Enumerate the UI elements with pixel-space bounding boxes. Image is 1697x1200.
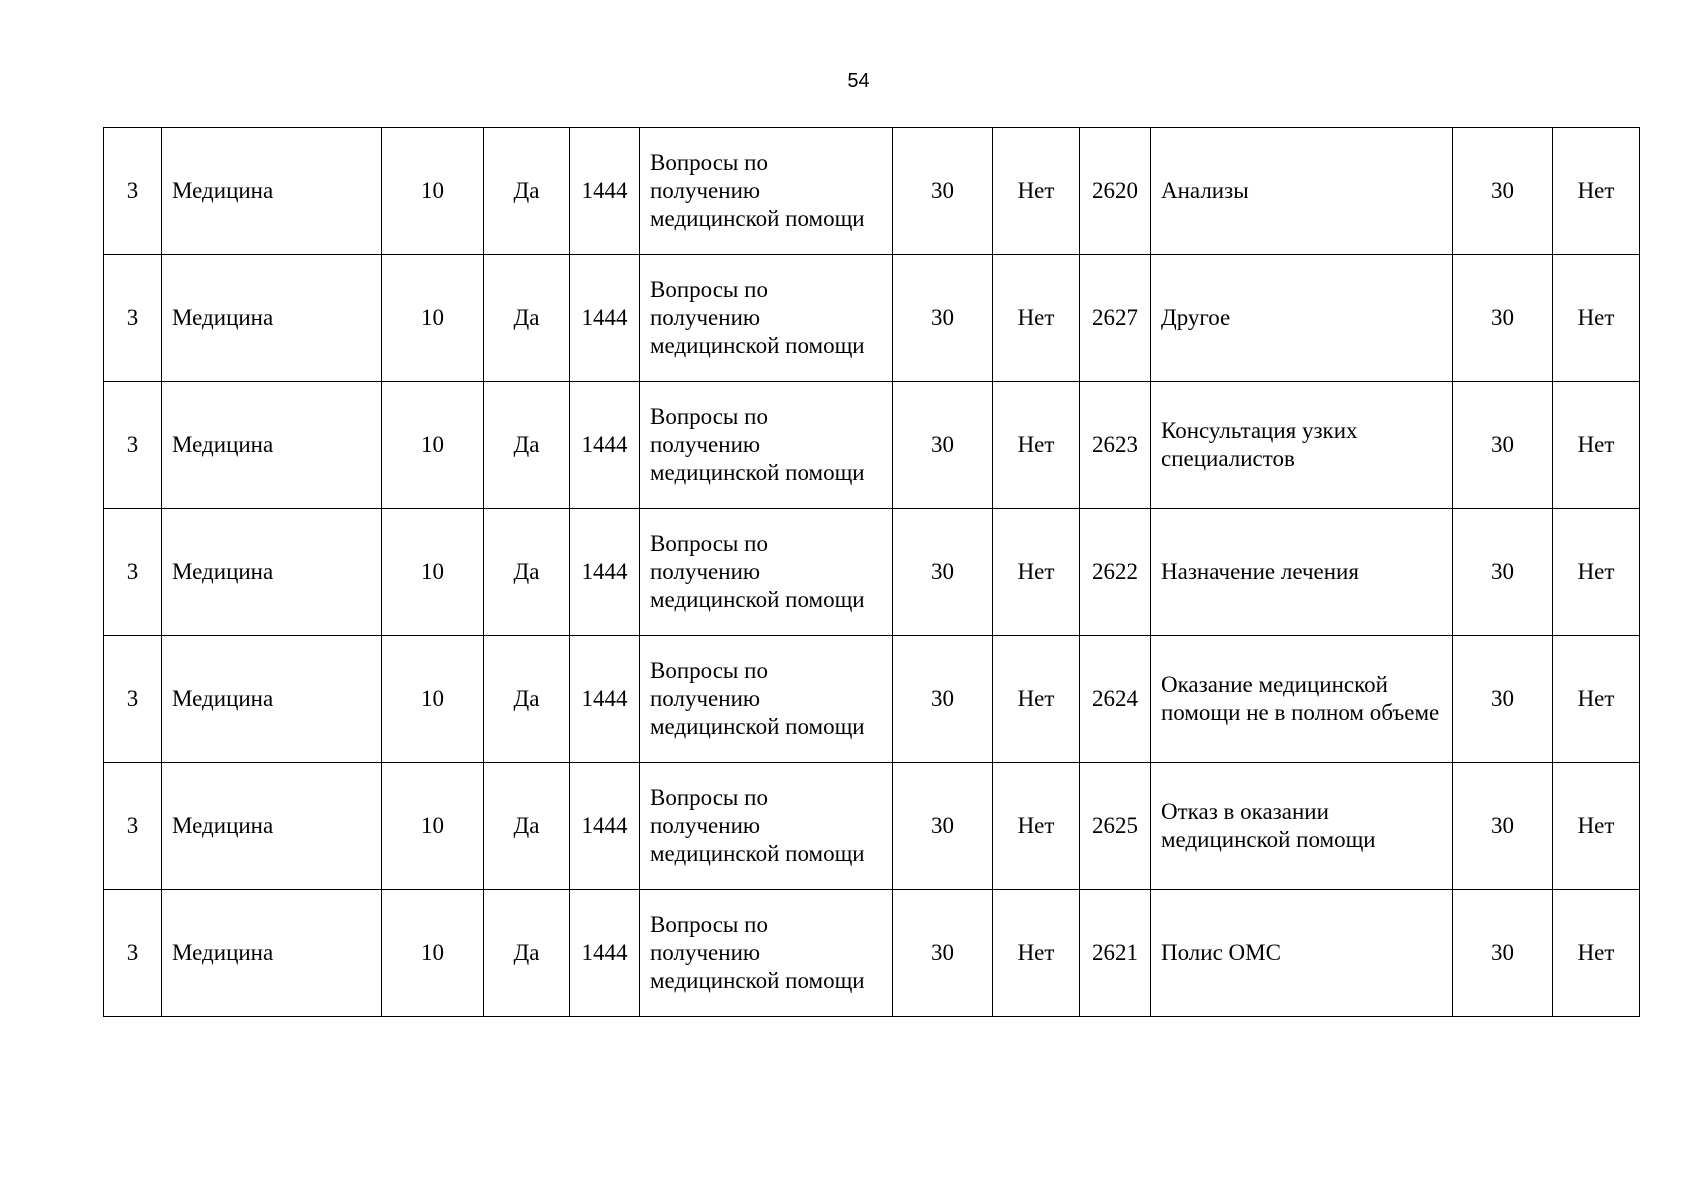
cell-topic-code: 1444 [570,763,640,890]
cell-category-days: 10 [382,382,484,509]
cell-topic-code: 1444 [570,255,640,382]
cell-topic-flag: Нет [993,382,1080,509]
cell-level: 3 [104,763,162,890]
table-row [104,890,1640,1017]
table-row [104,382,1640,509]
cell-category: Медицина [162,128,382,255]
cell-topic: Вопросы по получению медицинской помощи [640,382,893,509]
cell-category-days: 10 [382,128,484,255]
cell-topic-days: 30 [893,128,993,255]
cell-category: Медицина [162,890,382,1017]
cell-subtopic-days: 30 [1453,255,1553,382]
cell-topic-days: 30 [893,890,993,1017]
cell-category-flag: Да [484,763,570,890]
table-row [104,128,1640,255]
cell-category-days: 10 [382,763,484,890]
cell-subtopic: Назначение лечения [1151,509,1453,636]
table-row [104,763,1640,890]
cell-category: Медицина [162,636,382,763]
cell-subtopic-flag: Нет [1553,763,1640,890]
cell-subtopic: Анализы [1151,128,1453,255]
cell-level: 3 [104,636,162,763]
cell-category-flag: Да [484,890,570,1017]
services-table [103,127,1640,1017]
cell-subtopic-flag: Нет [1553,128,1640,255]
cell-category-flag: Да [484,636,570,763]
cell-subtopic-days: 30 [1453,509,1553,636]
cell-topic-flag: Нет [993,763,1080,890]
cell-topic-days: 30 [893,382,993,509]
table-row [104,255,1640,382]
cell-subtopic-days: 30 [1453,128,1553,255]
cell-category-days: 10 [382,509,484,636]
cell-category-days: 10 [382,636,484,763]
cell-subtopic-flag: Нет [1553,890,1640,1017]
cell-topic-days: 30 [893,636,993,763]
cell-topic-days: 30 [893,509,993,636]
cell-topic-flag: Нет [993,509,1080,636]
cell-category-flag: Да [484,128,570,255]
cell-subtopic-flag: Нет [1553,255,1640,382]
cell-subtopic-days: 30 [1453,763,1553,890]
cell-category: Медицина [162,509,382,636]
cell-subtopic-code: 2620 [1080,128,1151,255]
cell-subtopic-code: 2623 [1080,382,1151,509]
cell-topic-code: 1444 [570,890,640,1017]
cell-subtopic-days: 30 [1453,636,1553,763]
cell-topic: Вопросы по получению медицинской помощи [640,509,893,636]
table-row [104,509,1640,636]
cell-topic-code: 1444 [570,128,640,255]
cell-subtopic: Отказ в оказании медицинской помощи [1151,763,1453,890]
cell-topic: Вопросы по получению медицинской помощи [640,763,893,890]
cell-subtopic-code: 2625 [1080,763,1151,890]
cell-topic: Вопросы по получению медицинской помощи [640,128,893,255]
cell-subtopic: Оказание медицинской помощи не в полном объеме [1151,636,1453,763]
cell-subtopic-code: 2627 [1080,255,1151,382]
cell-subtopic: Другое [1151,255,1453,382]
cell-subtopic-code: 2622 [1080,509,1151,636]
cell-topic: Вопросы по получению медицинской помощи [640,636,893,763]
cell-topic-code: 1444 [570,636,640,763]
cell-topic: Вопросы по получению медицинской помощи [640,890,893,1017]
cell-topic-code: 1444 [570,382,640,509]
cell-level: 3 [104,890,162,1017]
cell-topic-flag: Нет [993,128,1080,255]
cell-subtopic-code: 2621 [1080,890,1151,1017]
cell-topic-days: 30 [893,763,993,890]
cell-subtopic-code: 2624 [1080,636,1151,763]
cell-level: 3 [104,509,162,636]
cell-topic-flag: Нет [993,636,1080,763]
cell-category-days: 10 [382,255,484,382]
cell-category-flag: Да [484,509,570,636]
cell-subtopic-flag: Нет [1553,636,1640,763]
cell-subtopic-days: 30 [1453,890,1553,1017]
cell-level: 3 [104,382,162,509]
cell-category: Медицина [162,763,382,890]
page-number: 54 [847,70,870,92]
table-row [104,636,1640,763]
cell-subtopic-flag: Нет [1553,509,1640,636]
cell-topic: Вопросы по получению медицинской помощи [640,255,893,382]
cell-topic-flag: Нет [993,255,1080,382]
cell-category: Медицина [162,255,382,382]
cell-category-flag: Да [484,382,570,509]
cell-topic-days: 30 [893,255,993,382]
cell-level: 3 [104,128,162,255]
cell-category: Медицина [162,382,382,509]
cell-subtopic-flag: Нет [1553,382,1640,509]
cell-subtopic-days: 30 [1453,382,1553,509]
cell-category-flag: Да [484,255,570,382]
cell-level: 3 [104,255,162,382]
cell-category-days: 10 [382,890,484,1017]
cell-subtopic: Консультация узких специалистов [1151,382,1453,509]
cell-subtopic: Полис ОМС [1151,890,1453,1017]
cell-topic-code: 1444 [570,509,640,636]
table-body [104,128,1640,1017]
cell-topic-flag: Нет [993,890,1080,1017]
